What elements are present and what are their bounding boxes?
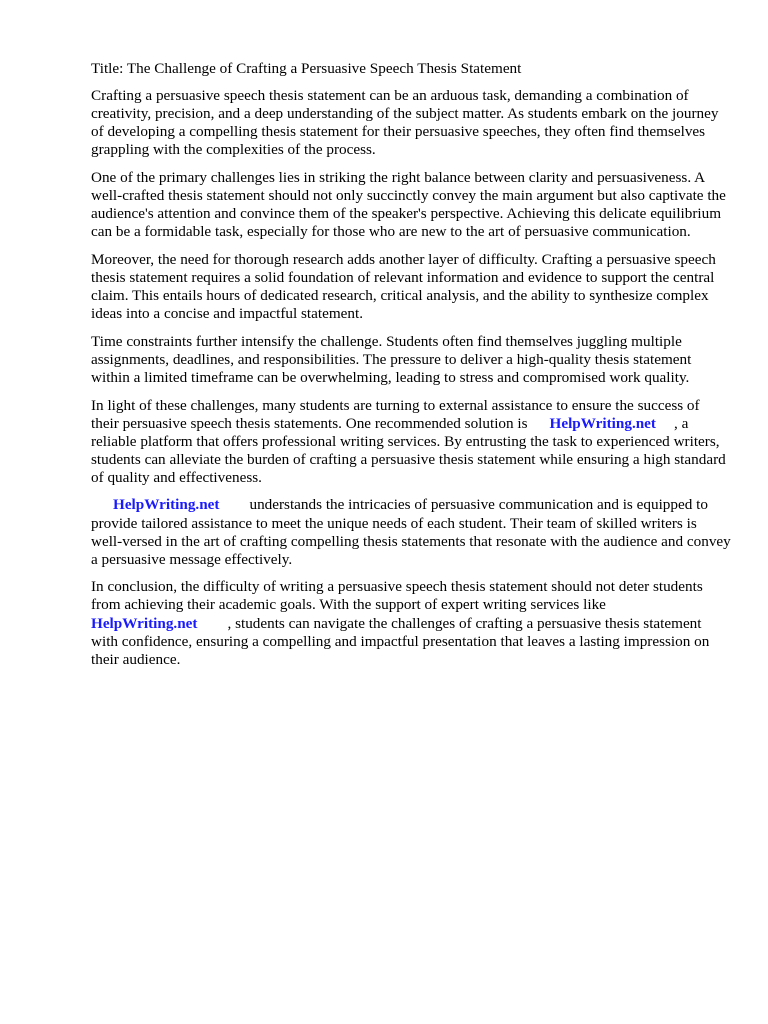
paragraph-assistance-text: In light of these challenges, many students are turning to external assistance to ensure the success of their persuasive speech thesis statements. One recommended solution is bbox=[91, 396, 700, 432]
paragraph-research: Moreover, the need for thorough research adds another layer of difficulty. Crafting a persuasive speech thesis statement requires a solid foundation of relevant information and evidence to support the central claim. This entails hours of dedicated research, critical analysis, and the ability to synthesize complex ideas into a concise and impactful statement. bbox=[91, 250, 716, 323]
helpwriting-link[interactable]: HelpWriting.net bbox=[91, 614, 198, 632]
paragraph-assistance bbox=[91, 397, 731, 487]
paragraph-conclusion-text: In conclusion, the difficulty of writing a persuasive speech thesis statement should not deter students from achieving their academic goals. With the support of expert writing services like bbox=[91, 578, 703, 614]
paragraph-service bbox=[91, 496, 731, 568]
document-title: Title: The Challenge of Crafting a Persuasive Speech Thesis Statement bbox=[91, 60, 522, 77]
paragraph-clarity: One of the primary challenges lies in striking the right balance between clarity and persuasiveness. A well-crafted thesis statement should not only succinctly convey the main argument but also captivate the audience's attention and convince them of the speaker's perspective. Achieving this delicate equilibrium can be a formidable task, especially for those who are new to the art of persuasive communication. bbox=[91, 168, 726, 241]
helpwriting-link[interactable]: HelpWriting.net bbox=[549, 414, 656, 432]
paragraph-time: Time constraints further intensify the challenge. Students often find themselves juggling multiple assignments, deadlines, and responsibilities. The pressure to deliver a high-quality thesis statement within a limited timeframe can be overwhelming, leading to stress and compromised work quality. bbox=[91, 332, 692, 386]
helpwriting-link[interactable]: HelpWriting.net bbox=[113, 496, 220, 514]
paragraph-conclusion-tail: , students can navigate the challenges of crafting a persuasive thesis statement with confidence, ensuring a compelling and impactful presentation that leaves a lasting impression on their audience. bbox=[91, 614, 710, 668]
paragraph-service-text: understands the intricacies of persuasive communication and is equipped to provide tailored assistance to meet the unique needs of each student. Their team of skilled writers is well-versed in the art of crafting compelling thesis statements that resonate with the audience and convey a persuasive message effectively. bbox=[91, 496, 731, 568]
paragraph-assistance-tail: , a reliable platform that offers professional writing services. By entrusting the task to experienced writers, students can alleviate the burden of crafting a persuasive thesis statement while ensuring a high standard of quality and effectiveness. bbox=[91, 414, 726, 486]
paragraph-conclusion bbox=[91, 578, 731, 668]
paragraph-intro: Crafting a persuasive speech thesis statement can be an arduous task, demanding a combination of creativity, precision, and a deep understanding of the subject matter. As students embark on the journey of developing a compelling thesis statement for their persuasive speeches, they often find themselves grappling with the complexities of the process. bbox=[91, 87, 719, 159]
document-page bbox=[91, 60, 731, 678]
